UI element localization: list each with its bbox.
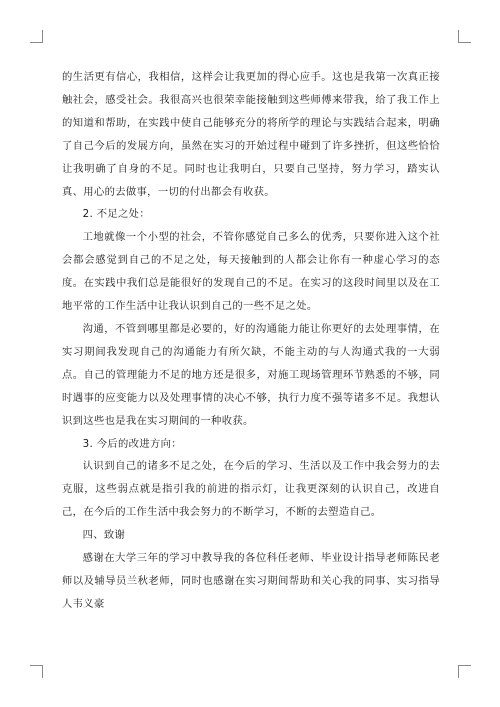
paragraph-communication: 沟通，不管到哪里都是必要的，好的沟通能力能让你更好的去处理事情，在实习期间我发现自己的沟通能力有所欠缺，不能主动的与人沟通式我的一大弱点。自己的管理能力不足的地方还是很多，对施工现场管理环节熟悉的不够，同时遇事的应变能力以及处理事情的决心不够，执行力度不强等诸多不足。我想认识到这些也是我在实习期间的一种收获。 [62,322,440,427]
document-body [62,66,440,616]
heading-shortcomings: 2. 不足之处： [82,208,150,221]
crop-mark-top-right [458,30,471,43]
paragraph-acknowledgements: 感谢在大学三年的学习中教导我的各位科任老师、毕业设计指导老师陈民老师以及辅导员兰秋老师，同时也感谢在实习期间帮助和关心我的同事、实习指导人韦义豪 [62,552,440,610]
heading-improvement: 3. 今后的改进方向： [82,437,182,450]
paragraph-worksite: 工地就像一个小型的社会，不管你感觉自己多么的优秀，只要你进入这个社会都会感觉到自己的不足之处，每天接触到的人都会让你有一种虚心学习的态度。在实践中我们总是能很好的发现自己的不足。在实习的这段时间里以及在工地平常的工作生活中让我认识到自己的一些不足之处。 [62,231,440,313]
crop-mark-bottom-right [458,665,471,678]
heading-acknowledgements: 四、致谢 [82,529,126,542]
paragraph-intro-continuation: 的生活更有信心，我相信，这样会让我更加的得心应手。这也是我第一次真正接触社会，感受社会。我很高兴也很荣幸能接触到这些师傅来带我，给了我工作上的知道和帮助，在实践中使自己能够充分的将所学的理论与实践结合起来，明确了自己今后的发展方向，虽然在实习的开始过程中碰到了许多挫折，但这些恰恰让我明确了自身的不足。同时也让我明白，只要自己坚持，努力学习，踏实认真、用心的去做事，一切的付出都会有收获。 [62,71,440,198]
crop-mark-bottom-left [30,665,43,678]
paragraph-improvement: 认识到自己的诸多不足之处，在今后的学习、生活以及工作中我会努力的去克服，这些弱点就是指引我的前进的指示灯，让我更深刻的认识自己，改进自己，在今后的工作生活中我会努力的不断学习，不断的去塑造自己。 [62,460,440,519]
crop-mark-top-left [30,30,43,43]
